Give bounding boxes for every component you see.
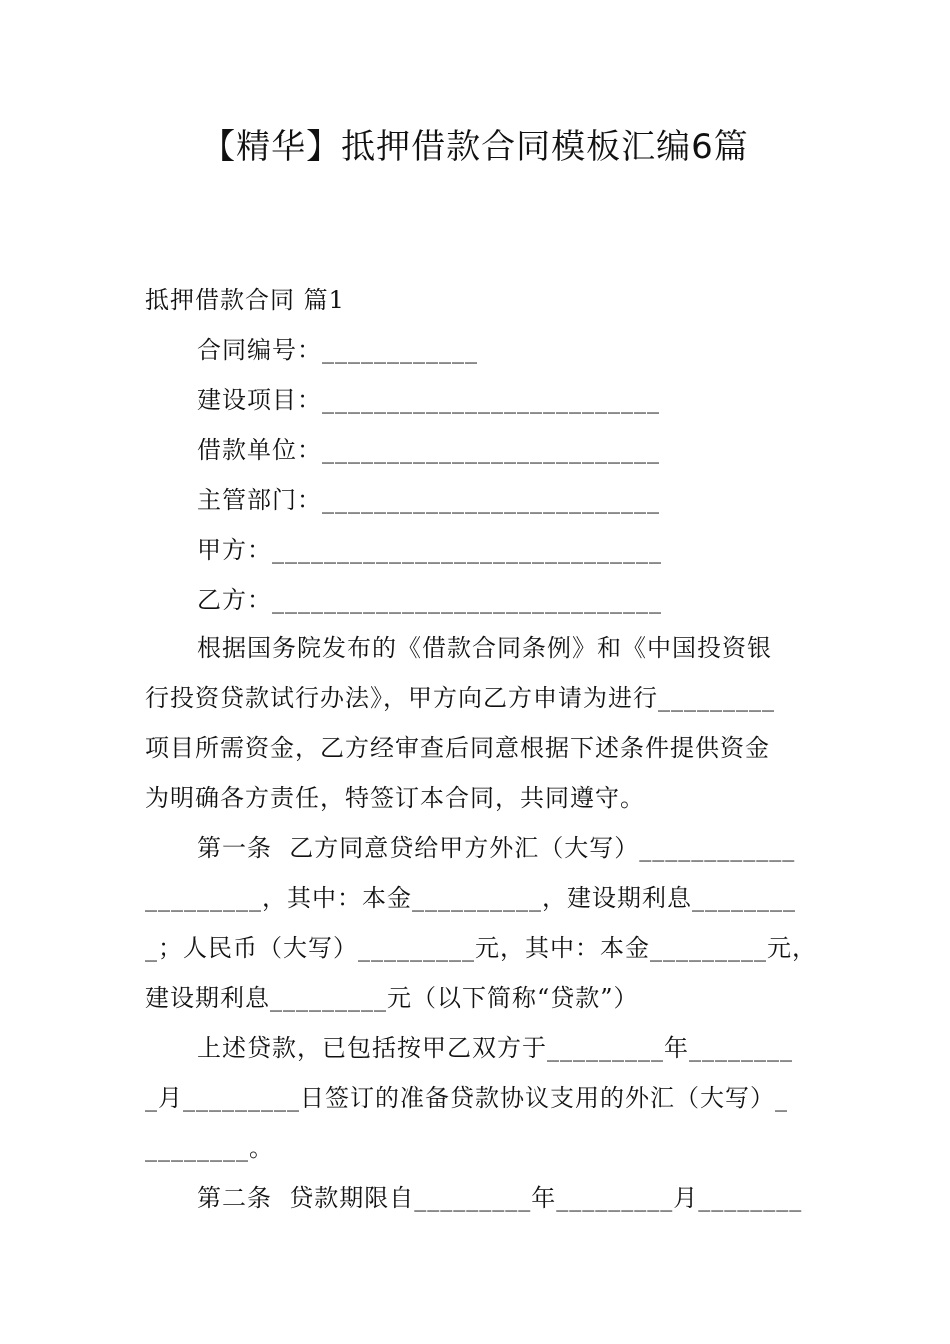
party-b-field: 乙方：______________________________ xyxy=(197,586,662,614)
department-field: 主管部门：__________________________ xyxy=(197,486,660,514)
paragraph-line: 根据国务院发布的《借款合同条例》和《中国投资银 xyxy=(197,634,772,662)
document-title: 【精华】抵押借款合同模板汇编6篇 xyxy=(201,127,749,167)
contract-number-field: 合同编号：____________ xyxy=(197,336,478,364)
paragraph-line: 为明确各方责任，特签订本合同，共同遵守。 xyxy=(145,784,645,812)
paragraph-line: 项目所需资金，乙方经审查后同意根据下述条件提供资金 xyxy=(145,734,770,762)
project-field: 建设项目：__________________________ xyxy=(197,386,660,414)
paragraph-line: _________，其中：本金__________，建设期利息________ xyxy=(145,884,796,912)
paragraph-line: ________。 xyxy=(145,1134,274,1162)
borrower-field: 借款单位：__________________________ xyxy=(197,436,660,464)
paragraph-line: _月_________日签订的准备贷款协议支用的外汇（大写）_ xyxy=(145,1084,788,1112)
paragraph-line: 行投资贷款试行办法》，甲方向乙方申请为进行_________ xyxy=(145,684,775,712)
paragraph-line: 上述贷款，已包括按甲乙双方于_________年________ xyxy=(197,1034,793,1062)
article-two-line: 第二条 贷款期限自_________年_________月________ xyxy=(197,1184,803,1212)
party-a-field: 甲方：______________________________ xyxy=(197,536,662,564)
paragraph-line: _；人民币（大写）_________元，其中：本金_________元， xyxy=(145,934,817,962)
section-heading: 抵押借款合同 篇1 xyxy=(145,286,345,314)
paragraph-line: 建设期利息_________元（以下简称“贷款”） xyxy=(145,984,639,1012)
article-one-line: 第一条 乙方同意贷给甲方外汇（大写）____________ xyxy=(197,834,796,862)
